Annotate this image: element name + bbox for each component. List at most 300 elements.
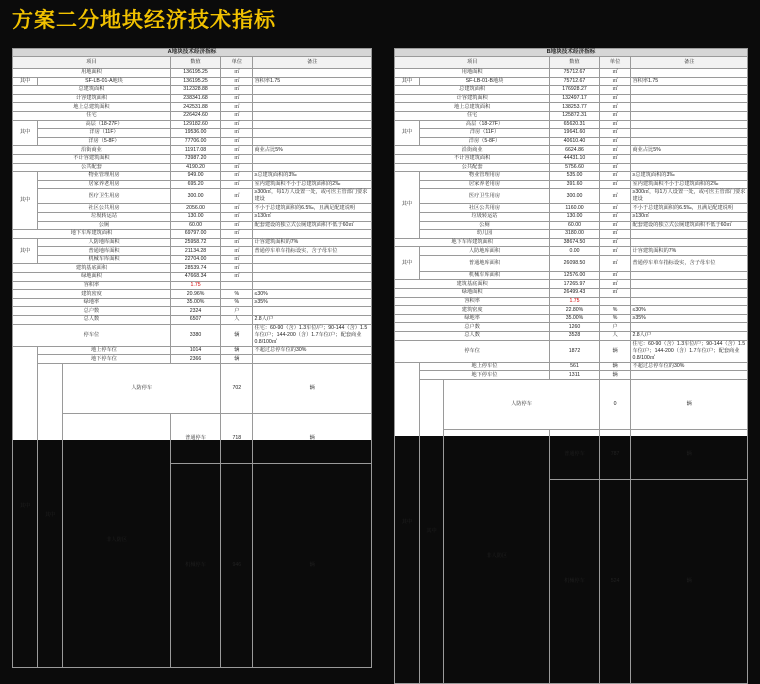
remark-cell: ≥总建筑面积的3‰ — [631, 172, 747, 181]
unit-cell: ㎡ — [599, 204, 631, 213]
label-cell: 用地面积 — [13, 69, 171, 78]
label-cell: 物业管理用房 — [419, 172, 550, 181]
unit-cell: ㎡ — [221, 273, 253, 282]
value-cell: 20.96% — [170, 290, 220, 299]
table-row — [13, 204, 372, 213]
plot-b-indicator-table-panel — [394, 48, 748, 436]
remark-cell: 室内建筑面积不小于总建筑面积的2‰ — [631, 180, 747, 189]
remark-cell — [631, 271, 747, 280]
label-cell: 其中 — [395, 362, 420, 683]
remark-cell — [253, 120, 371, 129]
remark-cell: 2.8人/户 — [253, 316, 371, 325]
value-cell: 73987.20 — [170, 154, 220, 163]
slide-title: 方案二分地块经济技术指标 — [12, 4, 276, 34]
table-row — [13, 154, 372, 163]
table-row — [13, 94, 372, 103]
table-title: B地块技术经济指标 — [395, 49, 748, 57]
remark-cell — [631, 238, 747, 247]
label-cell: 公共配套 — [395, 163, 550, 172]
plot-a-indicator-table — [12, 48, 372, 668]
label-cell: 总户数 — [13, 307, 171, 316]
unit-cell: ㎡ — [599, 212, 631, 221]
unit-cell: 辆 — [221, 324, 253, 346]
label-cell: 其中 — [395, 77, 420, 86]
unit-cell: ㎡ — [221, 172, 253, 181]
table-row — [395, 69, 748, 78]
remark-cell: 不超过总停车位的30% — [253, 346, 371, 355]
value-cell: 1311 — [550, 371, 599, 380]
remark-cell — [253, 94, 371, 103]
unit-cell: % — [599, 314, 631, 323]
table-row — [395, 221, 748, 230]
value-cell: 312328.88 — [170, 86, 220, 95]
label-cell: 地下停车位 — [38, 355, 171, 364]
label-cell: 建筑基底面积 — [13, 264, 171, 273]
unit-cell: ㎡ — [599, 189, 631, 204]
remark-cell — [253, 137, 371, 146]
unit-cell: 辆 — [221, 355, 253, 364]
value-cell: 19536.00 — [170, 129, 220, 138]
value-cell: 2366 — [170, 355, 220, 364]
value-cell: 300.00 — [550, 189, 599, 204]
table-row — [395, 120, 748, 129]
unit-cell: ㎡ — [221, 103, 253, 112]
unit-cell: 户 — [221, 307, 253, 316]
unit-cell: % — [221, 290, 253, 299]
value-cell: 535.00 — [550, 172, 599, 181]
unit-cell — [599, 297, 631, 306]
label-cell: SF-LB-01-A地块 — [38, 77, 171, 86]
table-row — [395, 189, 748, 204]
table-row — [13, 172, 372, 181]
value-cell: 21134.28 — [170, 247, 220, 256]
table-row — [395, 129, 748, 138]
unit-cell: ㎡ — [599, 255, 631, 271]
label-cell: 其中 — [13, 77, 38, 86]
column-header-item: 项目 — [395, 57, 550, 69]
table-row — [13, 137, 372, 146]
label-cell: 总户数 — [395, 323, 550, 332]
unit-cell: ㎡ — [599, 129, 631, 138]
unit-cell: ㎡ — [599, 247, 631, 256]
unit-cell: ㎡ — [599, 180, 631, 189]
label-cell: 物业管理用房 — [38, 172, 171, 181]
value-cell: 2056.00 — [170, 204, 220, 213]
value-cell: 4190.20 — [170, 163, 220, 172]
remark-cell: ≥300㎡，每1万人设置一处，或可医主管部门要求建设 — [253, 189, 371, 204]
value-cell: 130.00 — [550, 212, 599, 221]
table-row — [13, 363, 372, 413]
remark-cell — [631, 154, 747, 163]
remark-cell — [253, 69, 371, 78]
label-cell: 住宅 — [13, 111, 171, 120]
label-cell: 容积率 — [395, 297, 550, 306]
remark-cell — [631, 120, 747, 129]
remark-cell — [631, 94, 747, 103]
remark-cell — [631, 163, 747, 172]
label-cell: 其中 — [395, 172, 420, 239]
label-cell: 其中 — [38, 363, 63, 667]
label-cell: 公共配套 — [13, 163, 171, 172]
table-row — [395, 238, 748, 247]
remark-cell: 配套建设的独立式公厕建筑面积不低于60㎡ — [253, 221, 371, 230]
unit-cell: 辆 — [631, 479, 747, 683]
label-cell: 总建筑面积 — [395, 86, 550, 95]
unit-cell: ㎡ — [221, 247, 253, 256]
value-cell: 0 — [599, 379, 631, 429]
value-cell: 391.60 — [550, 180, 599, 189]
remark-cell: 不小于总建筑面积的6.5‰，且满足配建说明 — [631, 204, 747, 213]
table-row — [13, 103, 372, 112]
label-cell: 幼儿园 — [419, 230, 550, 239]
label-cell: 总建筑面积 — [13, 86, 171, 95]
label-cell: 机械车库面积 — [38, 255, 171, 264]
value-cell: 226424.60 — [170, 111, 220, 120]
value-cell: 561 — [550, 362, 599, 371]
label-cell: 非人防区 — [63, 413, 171, 667]
remark-cell — [631, 230, 747, 239]
unit-cell: ㎡ — [221, 180, 253, 189]
table-row — [13, 129, 372, 138]
unit-cell: ㎡ — [599, 137, 631, 146]
label-cell: 沿街商业 — [13, 146, 171, 155]
unit-cell: ㎡ — [599, 221, 631, 230]
table-row — [395, 379, 748, 429]
unit-cell: ㎡ — [221, 264, 253, 273]
table-row — [395, 247, 748, 256]
column-header-remark: 备注 — [631, 57, 747, 69]
remark-cell — [631, 280, 747, 289]
table-row — [395, 103, 748, 112]
value-cell: 125872.31 — [550, 111, 599, 120]
value-cell: 17265.97 — [550, 280, 599, 289]
value-cell: 35.00% — [170, 298, 220, 307]
table-row — [395, 94, 748, 103]
remark-cell: ≥130㎡ — [631, 212, 747, 221]
value-cell: 1260 — [550, 323, 599, 332]
label-cell: 高层（18-27F） — [419, 120, 550, 129]
remark-cell: 商业占比5% — [631, 146, 747, 155]
unit-cell: 户 — [599, 323, 631, 332]
label-cell: 非人防区 — [444, 429, 550, 683]
value-cell: 300.00 — [170, 189, 220, 204]
unit-cell: 辆 — [221, 346, 253, 355]
value-cell: 28539.74 — [170, 264, 220, 273]
table-row — [13, 77, 372, 86]
value-cell: 132497.17 — [550, 94, 599, 103]
table-row — [395, 314, 748, 323]
table-row — [13, 230, 372, 239]
unit-cell: ㎡ — [599, 163, 631, 172]
remark-cell: ≥130㎡ — [253, 212, 371, 221]
value-cell: 524 — [599, 479, 631, 683]
value-cell: 138253.77 — [550, 103, 599, 112]
label-cell: 地下车库建筑面积 — [13, 230, 171, 239]
unit-cell: ㎡ — [221, 230, 253, 239]
remark-cell — [253, 273, 371, 282]
column-header-value: 数值 — [550, 57, 599, 69]
table-row — [395, 172, 748, 181]
value-cell: 22.80% — [550, 306, 599, 315]
label-cell: 社区公共用房 — [419, 204, 550, 213]
value-cell: 695.20 — [170, 180, 220, 189]
unit-cell: ㎡ — [599, 86, 631, 95]
label-cell: 其中 — [13, 120, 38, 146]
value-cell: 130.00 — [170, 212, 220, 221]
value-cell: 77706.00 — [170, 137, 220, 146]
label-cell: 高层（18-27F） — [38, 120, 171, 129]
unit-cell — [221, 281, 253, 290]
unit-cell: ㎡ — [599, 238, 631, 247]
label-cell: 沿街商业 — [395, 146, 550, 155]
value-cell: 60.00 — [170, 221, 220, 230]
unit-cell: ㎡ — [221, 94, 253, 103]
value-cell: 1.75 — [550, 297, 599, 306]
label-cell: 公厕 — [419, 221, 550, 230]
table-row — [13, 247, 372, 256]
table-row — [13, 255, 372, 264]
column-header-remark: 备注 — [253, 57, 371, 69]
unit-cell: ㎡ — [599, 280, 631, 289]
label-cell: 其中 — [395, 120, 420, 146]
table-row — [395, 137, 748, 146]
label-cell: 容积率 — [13, 281, 171, 290]
plot-b-indicator-table — [394, 48, 748, 684]
label-cell: 机械停车 — [170, 463, 220, 667]
unit-cell: ㎡ — [221, 204, 253, 213]
label-cell: 普通地库面积 — [419, 255, 550, 271]
label-cell: 医疗卫生用房 — [38, 189, 171, 204]
table-row — [395, 289, 748, 298]
value-cell: 0.00 — [550, 247, 599, 256]
table-row — [13, 221, 372, 230]
label-cell: 其中 — [395, 247, 420, 280]
label-cell: 居家养老用房 — [38, 180, 171, 189]
table-row — [395, 371, 748, 380]
label-cell: 机械停车 — [550, 479, 599, 683]
table-row — [13, 324, 372, 346]
value-cell: 44431.10 — [550, 154, 599, 163]
label-cell: 洋房（5-8F） — [419, 137, 550, 146]
remark-cell: ≤30% — [631, 306, 747, 315]
label-cell: 停车位 — [13, 324, 171, 346]
table-row — [13, 298, 372, 307]
table-row — [13, 273, 372, 282]
table-row — [13, 413, 372, 463]
table-row — [395, 271, 748, 280]
table-row — [13, 238, 372, 247]
label-cell: 普通停车 — [550, 429, 599, 479]
unit-cell: 辆 — [631, 379, 747, 429]
value-cell: 1160.00 — [550, 204, 599, 213]
value-cell: 40610.40 — [550, 137, 599, 146]
remark-cell — [253, 355, 371, 364]
unit-cell: ㎡ — [599, 146, 631, 155]
label-cell: 洋房（11F） — [419, 129, 550, 138]
unit-cell: % — [599, 306, 631, 315]
unit-cell: ㎡ — [221, 69, 253, 78]
label-cell: 总人数 — [13, 316, 171, 325]
remark-cell: ≥总建筑面积的3‰ — [253, 172, 371, 181]
label-cell: 人防停车 — [444, 379, 599, 429]
table-row — [395, 362, 748, 371]
table-row — [395, 340, 748, 362]
remark-cell — [253, 255, 371, 264]
table-row — [395, 154, 748, 163]
label-cell: 绿地面积 — [395, 289, 550, 298]
table-row — [395, 163, 748, 172]
remark-cell: 普通停车单车指标设实，含子母车位 — [253, 247, 371, 256]
table-row — [395, 180, 748, 189]
table-row — [395, 146, 748, 155]
value-cell: 949.00 — [170, 172, 220, 181]
unit-cell: ㎡ — [599, 103, 631, 112]
value-cell: 136195.25 — [170, 77, 220, 86]
label-cell: 洋房（5-8F） — [38, 137, 171, 146]
unit-cell: ㎡ — [221, 146, 253, 155]
label-cell: 地上停车位 — [38, 346, 171, 355]
table-row — [395, 429, 748, 479]
remark-cell — [631, 103, 747, 112]
value-cell: 718 — [221, 413, 253, 463]
remark-cell — [631, 111, 747, 120]
remark-cell: 住宅：60-90（含）1.3车位/户；90-144（含）1.5车位/户；144-200（含）1.7车位/户；配套商业0.8/100㎡ — [631, 340, 747, 362]
remark-cell: 计容建筑面积的7% — [253, 238, 371, 247]
table-row — [395, 255, 748, 271]
table-row — [395, 323, 748, 332]
remark-cell: ≥35% — [253, 298, 371, 307]
table-row — [13, 180, 372, 189]
unit-cell: 辆 — [631, 429, 747, 479]
table-title: A地块技术经济指标 — [13, 49, 372, 57]
remark-cell: 商业占比5% — [253, 146, 371, 155]
value-cell: 26499.43 — [550, 289, 599, 298]
table-row — [13, 355, 372, 364]
table-row — [13, 281, 372, 290]
unit-cell: ㎡ — [221, 221, 253, 230]
label-cell: 总人数 — [395, 332, 550, 341]
value-cell: 75712.67 — [550, 69, 599, 78]
label-cell: 机械车库面积 — [419, 271, 550, 280]
unit-cell: ㎡ — [599, 111, 631, 120]
label-cell: 其中 — [13, 238, 38, 264]
column-header-value: 数值 — [170, 57, 220, 69]
table-row — [13, 346, 372, 355]
value-cell: 2324 — [170, 307, 220, 316]
value-cell: 22704.00 — [170, 255, 220, 264]
remark-cell: 住宅：60-90（含）1.3车位/户；90-144（含）1.5车位/户；144-200（含）1.7车位/户；配套商业0.8/100㎡ — [253, 324, 371, 346]
label-cell: 地上总建筑面积 — [395, 103, 550, 112]
remark-cell — [631, 86, 747, 95]
value-cell: 1014 — [170, 346, 220, 355]
value-cell: 11917.08 — [170, 146, 220, 155]
remark-cell: ≥300㎡，每1万人设置一处，或可医主管部门要求建设 — [631, 189, 747, 204]
table-row — [13, 69, 372, 78]
remark-cell: 计容建筑面积的7% — [631, 247, 747, 256]
unit-cell: ㎡ — [221, 86, 253, 95]
label-cell: 地下停车位 — [419, 371, 550, 380]
remark-cell — [253, 129, 371, 138]
table-row — [13, 111, 372, 120]
value-cell: 238341.68 — [170, 94, 220, 103]
table-row — [395, 280, 748, 289]
remark-cell — [253, 103, 371, 112]
unit-cell: ㎡ — [221, 120, 253, 129]
table-row — [395, 297, 748, 306]
unit-cell: ㎡ — [599, 172, 631, 181]
unit-cell: ㎡ — [221, 77, 253, 86]
label-cell: 建筑密度 — [13, 290, 171, 299]
unit-cell: ㎡ — [221, 189, 253, 204]
remark-cell: 室内建筑面积不小于总建筑面积的2‰ — [253, 180, 371, 189]
label-cell: 地上总建筑面积 — [13, 103, 171, 112]
value-cell: 1872 — [550, 340, 599, 362]
unit-cell: ㎡ — [221, 255, 253, 264]
remark-cell — [253, 163, 371, 172]
table-row — [13, 290, 372, 299]
label-cell: 住宅 — [395, 111, 550, 120]
value-cell: 946 — [221, 463, 253, 667]
label-cell: 公厕 — [38, 221, 171, 230]
value-cell: 47668.34 — [170, 273, 220, 282]
remark-cell: ≥35% — [631, 314, 747, 323]
value-cell: 787 — [599, 429, 631, 479]
unit-cell: ㎡ — [599, 154, 631, 163]
unit-cell: ㎡ — [221, 163, 253, 172]
column-header-item: 项目 — [13, 57, 171, 69]
unit-cell: ㎡ — [599, 69, 631, 78]
plot-a-indicator-table-panel — [12, 48, 372, 440]
remark-cell: 不小于总建筑面积的6.5‰，且满足配建说明 — [253, 204, 371, 213]
unit-cell: 辆 — [253, 413, 371, 463]
unit-cell: ㎡ — [599, 120, 631, 129]
table-row — [395, 77, 748, 86]
unit-cell: 辆 — [253, 363, 371, 413]
table-row — [395, 212, 748, 221]
label-cell: 其中 — [13, 346, 38, 667]
remark-cell: 2.8人/户 — [631, 332, 747, 341]
value-cell: 60.00 — [550, 221, 599, 230]
label-cell: 人防地库面积 — [38, 238, 171, 247]
table-row — [395, 230, 748, 239]
table-row — [13, 264, 372, 273]
label-cell: 建筑密度 — [395, 306, 550, 315]
unit-cell: ㎡ — [599, 94, 631, 103]
remark-cell — [631, 129, 747, 138]
unit-cell: 辆 — [599, 340, 631, 362]
remark-cell — [253, 281, 371, 290]
label-cell: 建筑基底面积 — [395, 280, 550, 289]
table-row — [395, 86, 748, 95]
label-cell: 人防地库面积 — [419, 247, 550, 256]
label-cell: 绿地率 — [13, 298, 171, 307]
label-cell: 计容建筑面积 — [13, 94, 171, 103]
remark-cell: ≤30% — [253, 290, 371, 299]
label-cell: 医疗卫生用房 — [419, 189, 550, 204]
unit-cell: 人 — [221, 316, 253, 325]
table-row — [395, 332, 748, 341]
table-row — [13, 163, 372, 172]
remark-cell — [253, 86, 371, 95]
value-cell: 176928.27 — [550, 86, 599, 95]
table-row — [13, 86, 372, 95]
unit-cell: 辆 — [253, 463, 371, 667]
table-row — [13, 120, 372, 129]
value-cell: 6624.86 — [550, 146, 599, 155]
unit-cell: ㎡ — [221, 154, 253, 163]
remark-cell — [253, 230, 371, 239]
label-cell: 普通停车 — [170, 413, 220, 463]
